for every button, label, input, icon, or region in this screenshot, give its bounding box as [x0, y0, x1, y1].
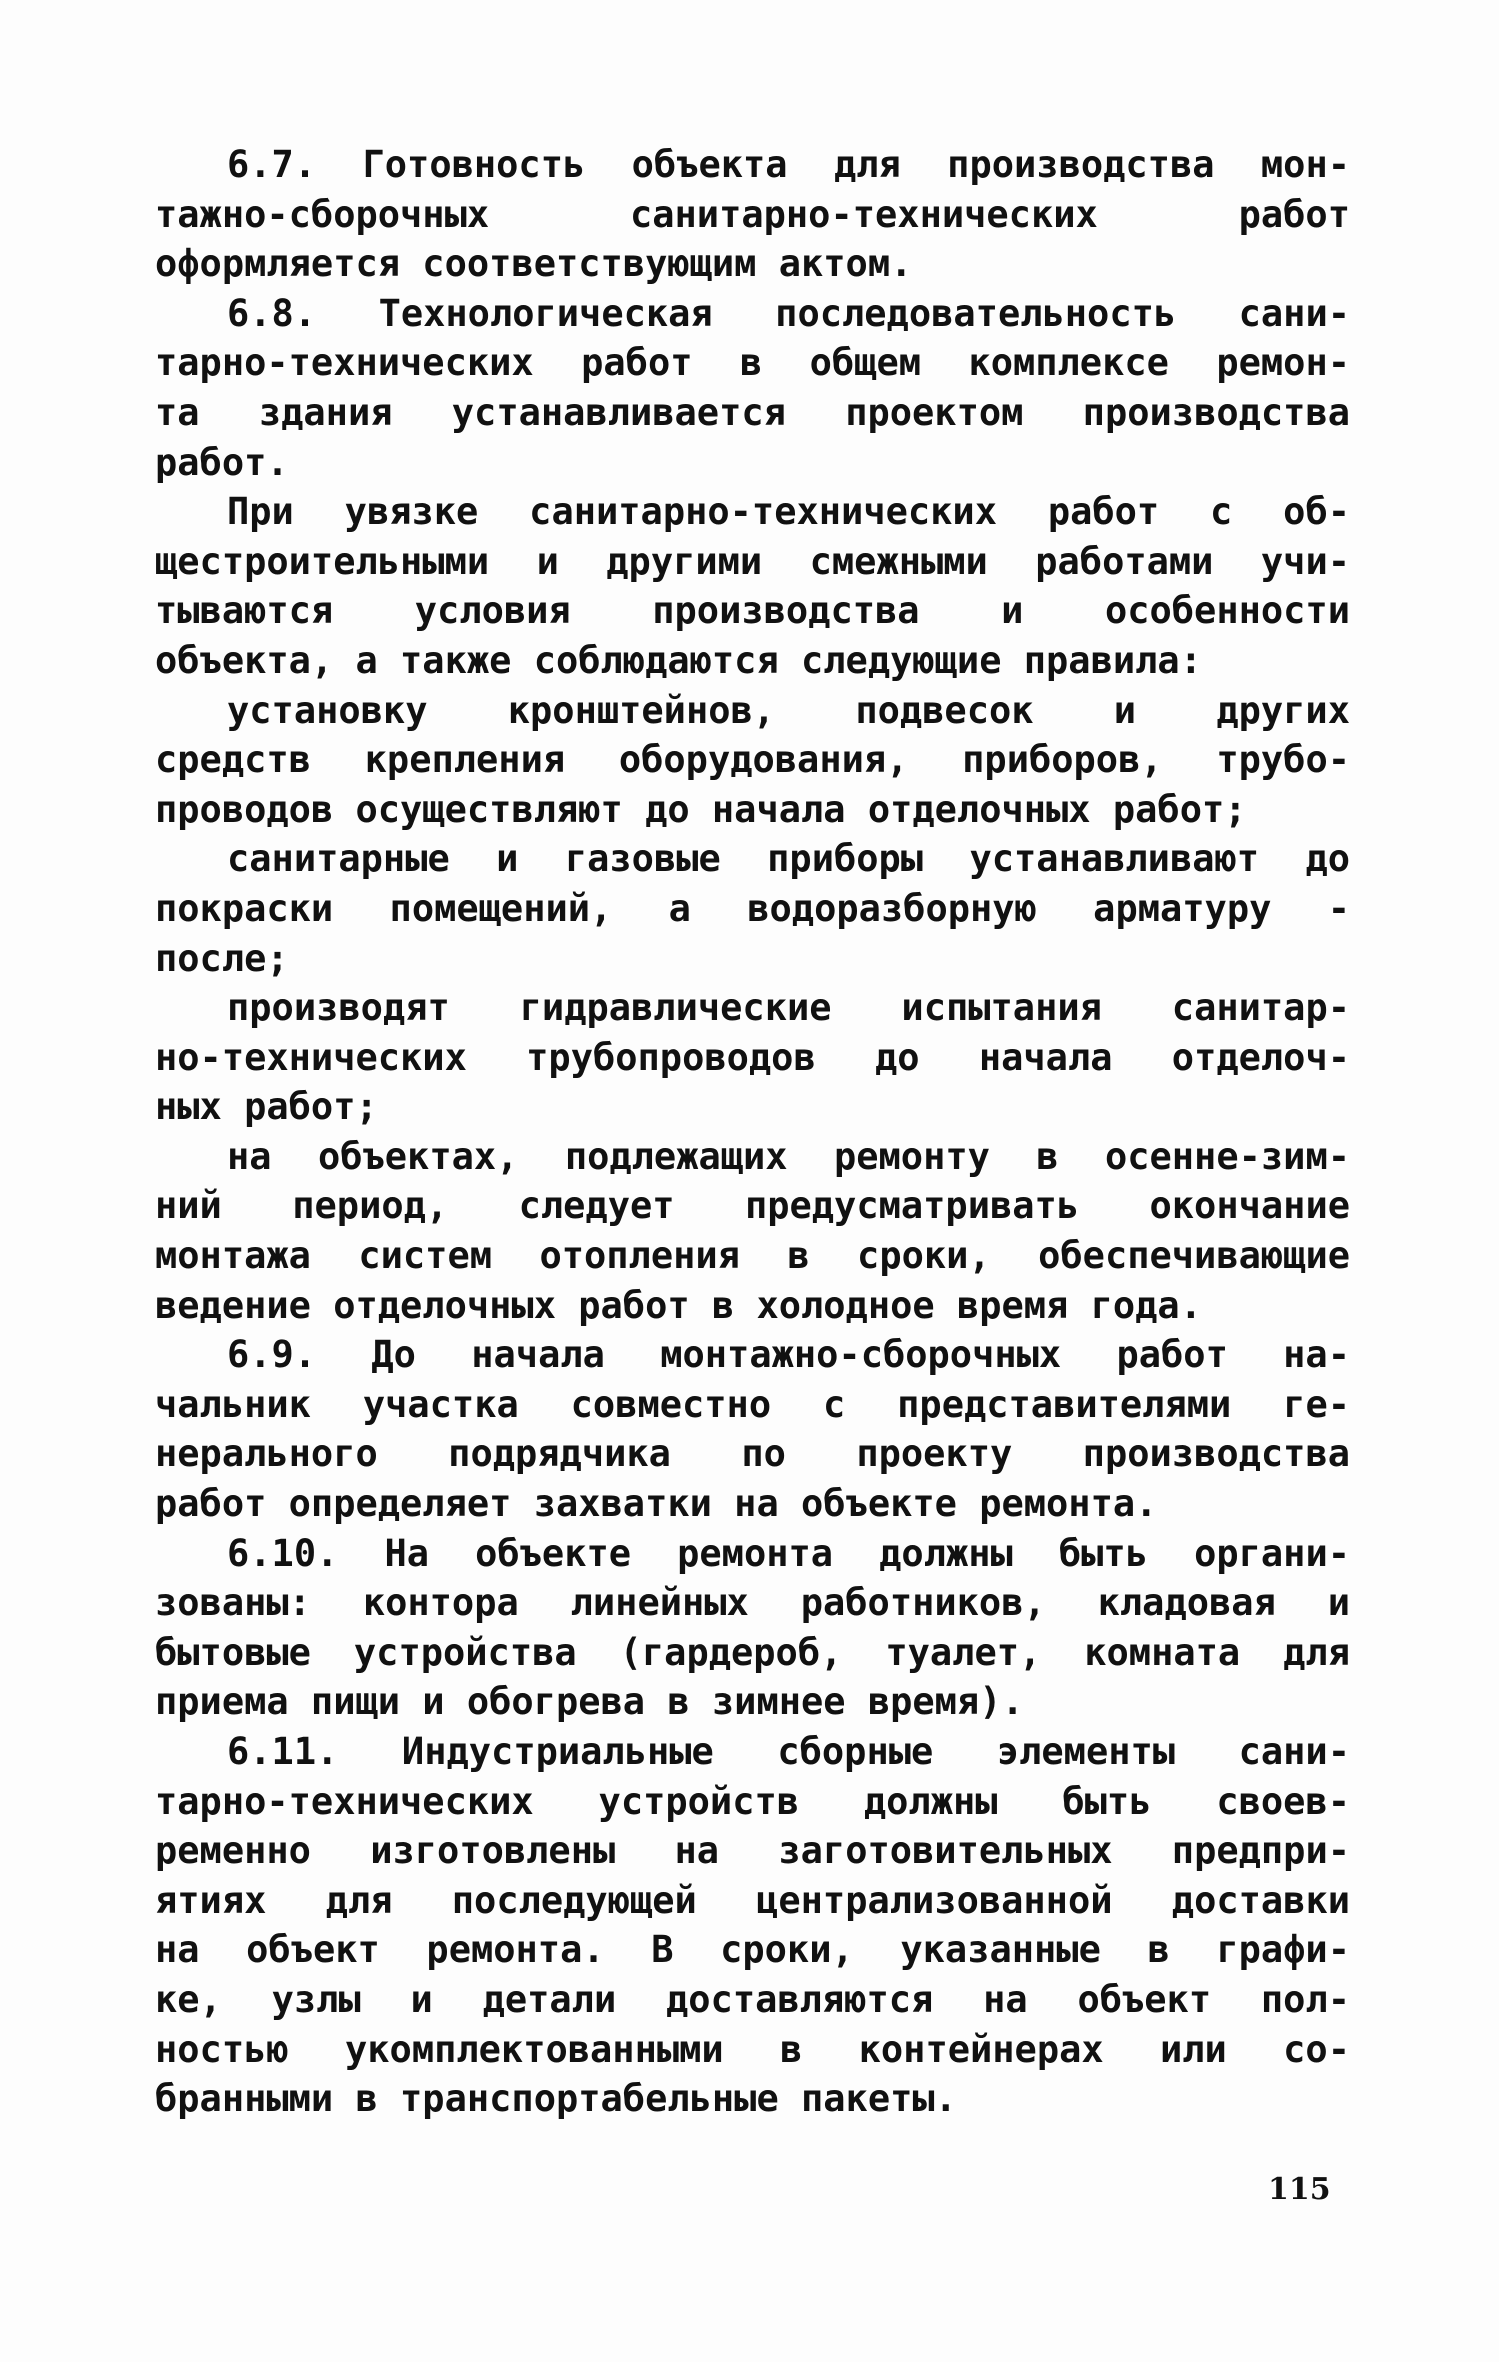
- text-line: работ определяет захватки на объекте ремонта.: [155, 1482, 1158, 1526]
- text-line: ятиях для последующей централизованной доставки: [155, 1878, 1350, 1922]
- text-line: ведение отделочных работ в холодное время года.: [155, 1283, 1202, 1327]
- paragraph-6-8: [155, 289, 1350, 487]
- text-line: ностью укомплектованными в контейнерах или со-: [155, 2027, 1350, 2071]
- page-number: 115: [1268, 2172, 1331, 2207]
- text-line: после;: [155, 936, 289, 980]
- text-line: ременно изготовлены на заготовительных предпри-: [155, 1829, 1350, 1873]
- text-line: нерального подрядчика по проекту производства: [155, 1432, 1350, 1476]
- text-line: установку кронштейнов, подвесок и других: [227, 688, 1350, 732]
- text-line: покраски помещений, а водоразборную арматуру -: [155, 886, 1350, 930]
- text-line: оформляется соответствующим актом.: [155, 242, 913, 286]
- paragraph-6-9: [155, 1330, 1350, 1528]
- text-line: приема пищи и обогрева в зимнее время).: [155, 1680, 1024, 1724]
- rule-item-2: [155, 834, 1350, 983]
- body-text: [155, 140, 1350, 2124]
- text-line: объекта, а также соблюдаются следующие правила:: [155, 638, 1202, 682]
- text-line: тарно-технических работ в общем комплексе ремон-: [155, 341, 1350, 385]
- rule-item-1: [155, 686, 1350, 835]
- text-line: тываются условия производства и особенности: [155, 589, 1350, 633]
- text-line: производят гидравлические испытания санитар-: [227, 986, 1350, 1030]
- text-line: проводов осуществляют до начала отделочных работ;: [155, 787, 1247, 831]
- text-line: 6.7. Готовность объекта для производства мон-: [227, 143, 1350, 186]
- paragraph-6-11: [155, 1727, 1350, 2124]
- text-line: чальник участка совместно с представителями ге-: [155, 1382, 1350, 1426]
- text-line: бытовые устройства (гардероб, туалет, комната для: [155, 1630, 1350, 1674]
- text-line: санитарные и газовые приборы устанавливают до: [227, 837, 1350, 881]
- text-line: При увязке санитарно-технических работ с об-: [227, 490, 1350, 534]
- text-line: работ.: [155, 440, 289, 484]
- text-line: средств крепления оборудования, приборов, трубо-: [155, 738, 1350, 782]
- text-line: монтажа систем отопления в сроки, обеспечивающие: [155, 1234, 1350, 1278]
- text-line: но-технических трубопроводов до начала отделоч-: [155, 1035, 1350, 1079]
- text-line: ний период, следует предусматривать окончание: [155, 1184, 1350, 1228]
- rule-item-4: [155, 1132, 1350, 1330]
- paragraph-coordination: [155, 487, 1350, 685]
- text-line: на объектах, подлежащих ремонту в осенне-зим-: [227, 1134, 1350, 1178]
- rule-item-3: [155, 983, 1350, 1132]
- text-line: 6.10. На объекте ремонта должны быть органи-: [227, 1531, 1350, 1575]
- text-line: бранными в транспортабельные пакеты.: [155, 2077, 957, 2121]
- paragraph-6-10: [155, 1529, 1350, 1727]
- text-line: 6.8. Технологическая последовательность сани-: [227, 291, 1350, 335]
- text-line: тарно-технических устройств должны быть своев-: [155, 1779, 1350, 1823]
- text-line: ных работ;: [155, 1085, 378, 1129]
- text-line: та здания устанавливается проектом производства: [155, 390, 1350, 434]
- paragraph-6-7: [155, 140, 1350, 289]
- text-line: щестроительными и другими смежными работами учи-: [155, 539, 1350, 583]
- text-line: на объект ремонта. В сроки, указанные в графи-: [155, 1928, 1350, 1972]
- text-line: 6.11. Индустриальные сборные элементы сани-: [227, 1730, 1350, 1773]
- text-line: тажно-сборочных санитарно-технических работ: [155, 192, 1350, 236]
- text-line: ке, узлы и детали доставляются на объект пол-: [155, 1977, 1350, 2021]
- text-line: 6.9. До начала монтажно-сборочных работ на-: [227, 1333, 1350, 1377]
- text-line: зованы: контора линейных работников, кладовая и: [155, 1581, 1350, 1625]
